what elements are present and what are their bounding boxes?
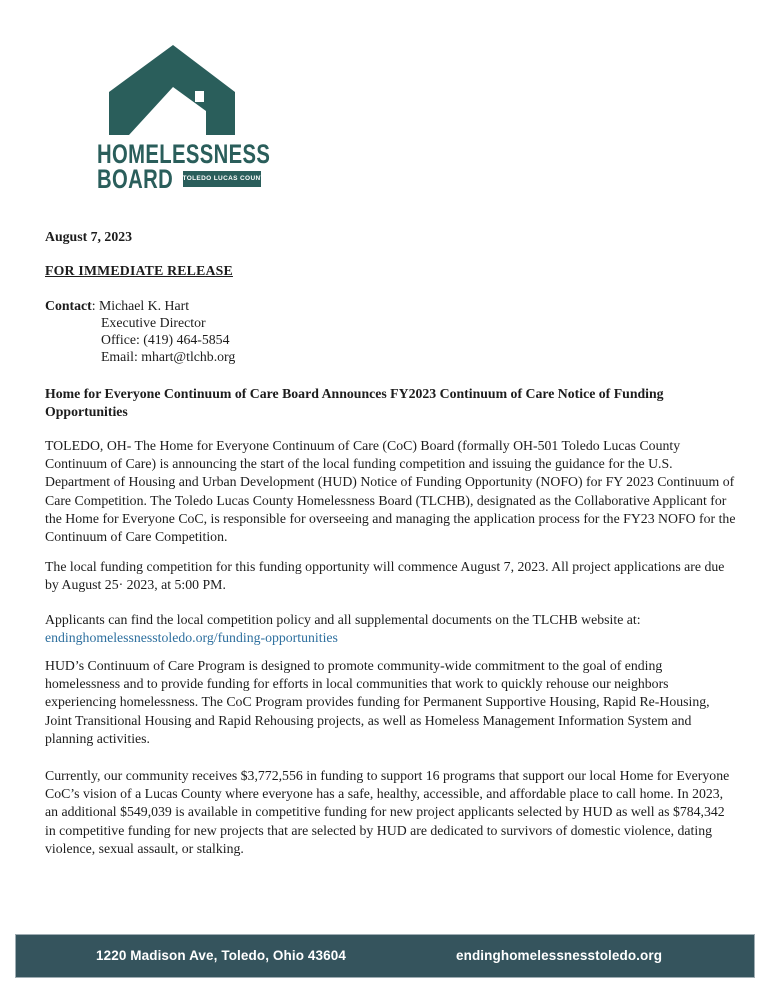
logo-tagline-badge: TOLEDO LUCAS COUNTY xyxy=(183,171,261,187)
contact-office-phone: Office: (419) 464-5854 xyxy=(101,332,230,348)
contact-line-name xyxy=(45,297,737,314)
funding-opportunities-link[interactable]: endinghomelessnesstoledo.org/funding-opportunities xyxy=(45,630,338,646)
house-icon xyxy=(100,40,250,140)
logo-wordmark-row2 xyxy=(97,164,270,194)
contact-email: Email: mhart@tlchb.org xyxy=(101,349,236,365)
paragraph-coc-program: HUD’s Continuum of Care Program is designed to promote community-wide commitment to the goal of ending homelessness and to provide funding for efforts in local communities that work to quickly rehouse our neighbors experiencing homelessness. The CoC Program provides funding for Permanent Supportive Housing, Rapid Re-Housing, Joint Transitional Housing and Rapid Rehousing projects, as well as Homeless Management Information System and planning activities. xyxy=(45,658,710,746)
footer-address: 1220 Madison Ave, Toledo, Ohio 43604 xyxy=(96,948,346,963)
headline: Home for Everyone Continuum of Care Board Announces FY2023 Continuum of Care Notice of Funding Opportunities xyxy=(45,386,664,420)
paragraph-announcement: TOLEDO, OH- The Home for Everyone Continuum of Care (CoC) Board (formally OH-501 Toledo Lucas County Continuum of Care) is announcing the start of the local funding competition and issuing the guidance for the U.S. Department of Housing and Urban Development (HUD) Notice of Funding Opportunity (NOFO) for FY 2023 Continuum of Care Competition. The Toledo Lucas County Homelessness Board (TLCHB), designated as the Collaborative Applicant for the Home for Everyone CoC, is responsible for overseeing and managing the application process for the FY23 NOFO for the Continuum of Care Competition. xyxy=(45,438,736,545)
footer-website: endinghomelessnesstoledo.org xyxy=(456,948,663,963)
logo-wordmark-line1: HOMELESSNESS xyxy=(97,139,271,169)
website-intro-text: Applicants can find the local competition policy and all supplemental documents on the TLCHB website at: xyxy=(45,612,641,627)
logo-wordmark-line2: BOARD xyxy=(97,164,174,194)
contact-name: : Michael K. Hart xyxy=(91,298,190,313)
contact-title: Executive Director xyxy=(101,315,206,331)
for-immediate-release-label: FOR IMMEDIATE RELEASE xyxy=(45,263,233,278)
paragraph-website xyxy=(45,611,737,647)
paragraph-funding-amounts: Currently, our community receives $3,772,556 in funding to support 16 programs that support our local Home for Everyone CoC’s vision of a Lucas County where everyone has a safe, healthy, accessible, and affordable place to call home. In 2023, an additional $549,039 is available in competitive funding for new project applicants selected by HUD as well as $784,342 in competitive funding for new projects that are selected by HUD are dedicated to survivors of domestic violence, dating violence, sexual assault, or stalking. xyxy=(45,768,730,856)
release-date: August 7, 2023 xyxy=(45,229,133,244)
paragraph-deadlines: The local funding competition for this funding opportunity will commence August 7, 2023. All project applications are due by August 25· 2023, at 5:00 PM. xyxy=(45,559,725,593)
footer-bar xyxy=(15,934,755,978)
contact-label: Contact xyxy=(45,298,92,313)
contact-block xyxy=(45,297,737,365)
